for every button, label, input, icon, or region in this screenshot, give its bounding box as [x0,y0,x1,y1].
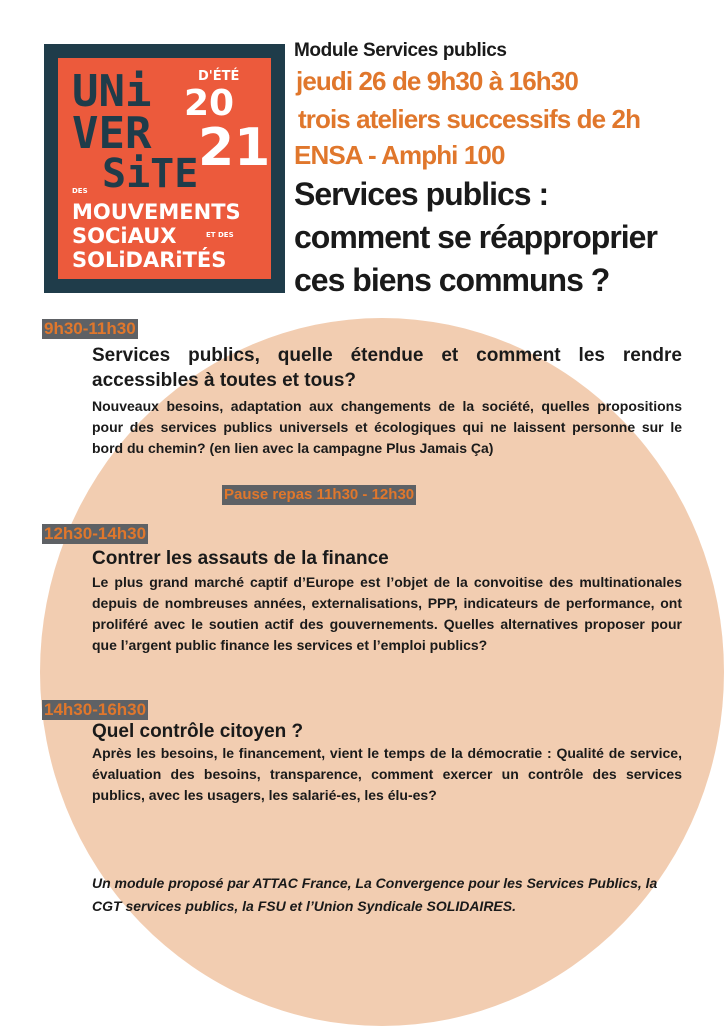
logo-uni: UNi [72,66,152,117]
logo-sociaux: SOCiAUX [72,224,177,248]
logo-solidarites: SOLiDARiTÉS [72,248,227,272]
page-title-line-2: comment se réapproprier [294,219,657,255]
session-1-title: Services publics, quelle étendue et comment les rendre accessibles à toutes et tous? [92,345,682,391]
organizers-credit: Un module proposé par ATTAC France, La Convergence pour les Services Publics, la CGT services publics, la FSU et l’Union Syndicale SOLIDAIRES. [92,875,658,914]
logo-year-bottom: 21 [198,118,271,178]
session-2-description: Le plus grand marché captif d’Europe est l’objet de la convoitise des multinationales depuis de nombreuses années, externalisations, PPP, indicateurs de performance, ont proliféré avec le soutien actif des gouvernements. Quelles alternatives proposer pour que l’argent public finance les services et l’emploi publics? [92,574,682,653]
session-2-time: 12h30-14h30 [44,524,147,543]
session-3-title: Quel contrôle citoyen ? [92,721,304,742]
logo-site: SiTE [102,151,199,197]
session-1-description: Nouveaux besoins, adaptation aux changements de la société, quelles propositions pour des services publics universels et écologiques qui ne laissent personne sur le bord du chemin? (en lien avec la campagne Plus Jamais Ça) [92,398,682,456]
session-1-time: 9h30-11h30 [44,319,136,338]
page-title-line-1: Services publics : [294,176,549,212]
logo-et-des: ET DES [206,231,234,239]
logo-mouvements: MOUVEMENTS [72,200,241,224]
session-2-title: Contrer les assauts de la finance [92,548,389,569]
event-format: trois ateliers successifs de 2h [298,104,641,134]
session-3-description: Après les besoins, le financement, vient le temps de la démocratie : Qualité de service, évaluation des besoins, transparence, comment exercer un contrôle des services publics, avec les usagers, les salarié-es, les élu-es? [92,745,682,803]
event-location: ENSA - Amphi 100 [294,140,505,170]
event-date: jeudi 26 de 9h30 à 16h30 [296,66,578,96]
lunch-break: Pause repas 11h30 - 12h30 [224,486,415,503]
logo-year-top: 20 [184,83,235,124]
module-label: Module Services publics [294,40,507,61]
page-title-line-3: ces biens communs ? [294,262,610,298]
event-logo [44,44,285,293]
logo-dete: D'ÉTÉ [198,69,240,84]
session-3-time: 14h30-16h30 [44,700,147,719]
logo-panel [58,58,271,279]
logo-ver: VER [72,108,152,159]
logo-des: DES [72,187,88,195]
